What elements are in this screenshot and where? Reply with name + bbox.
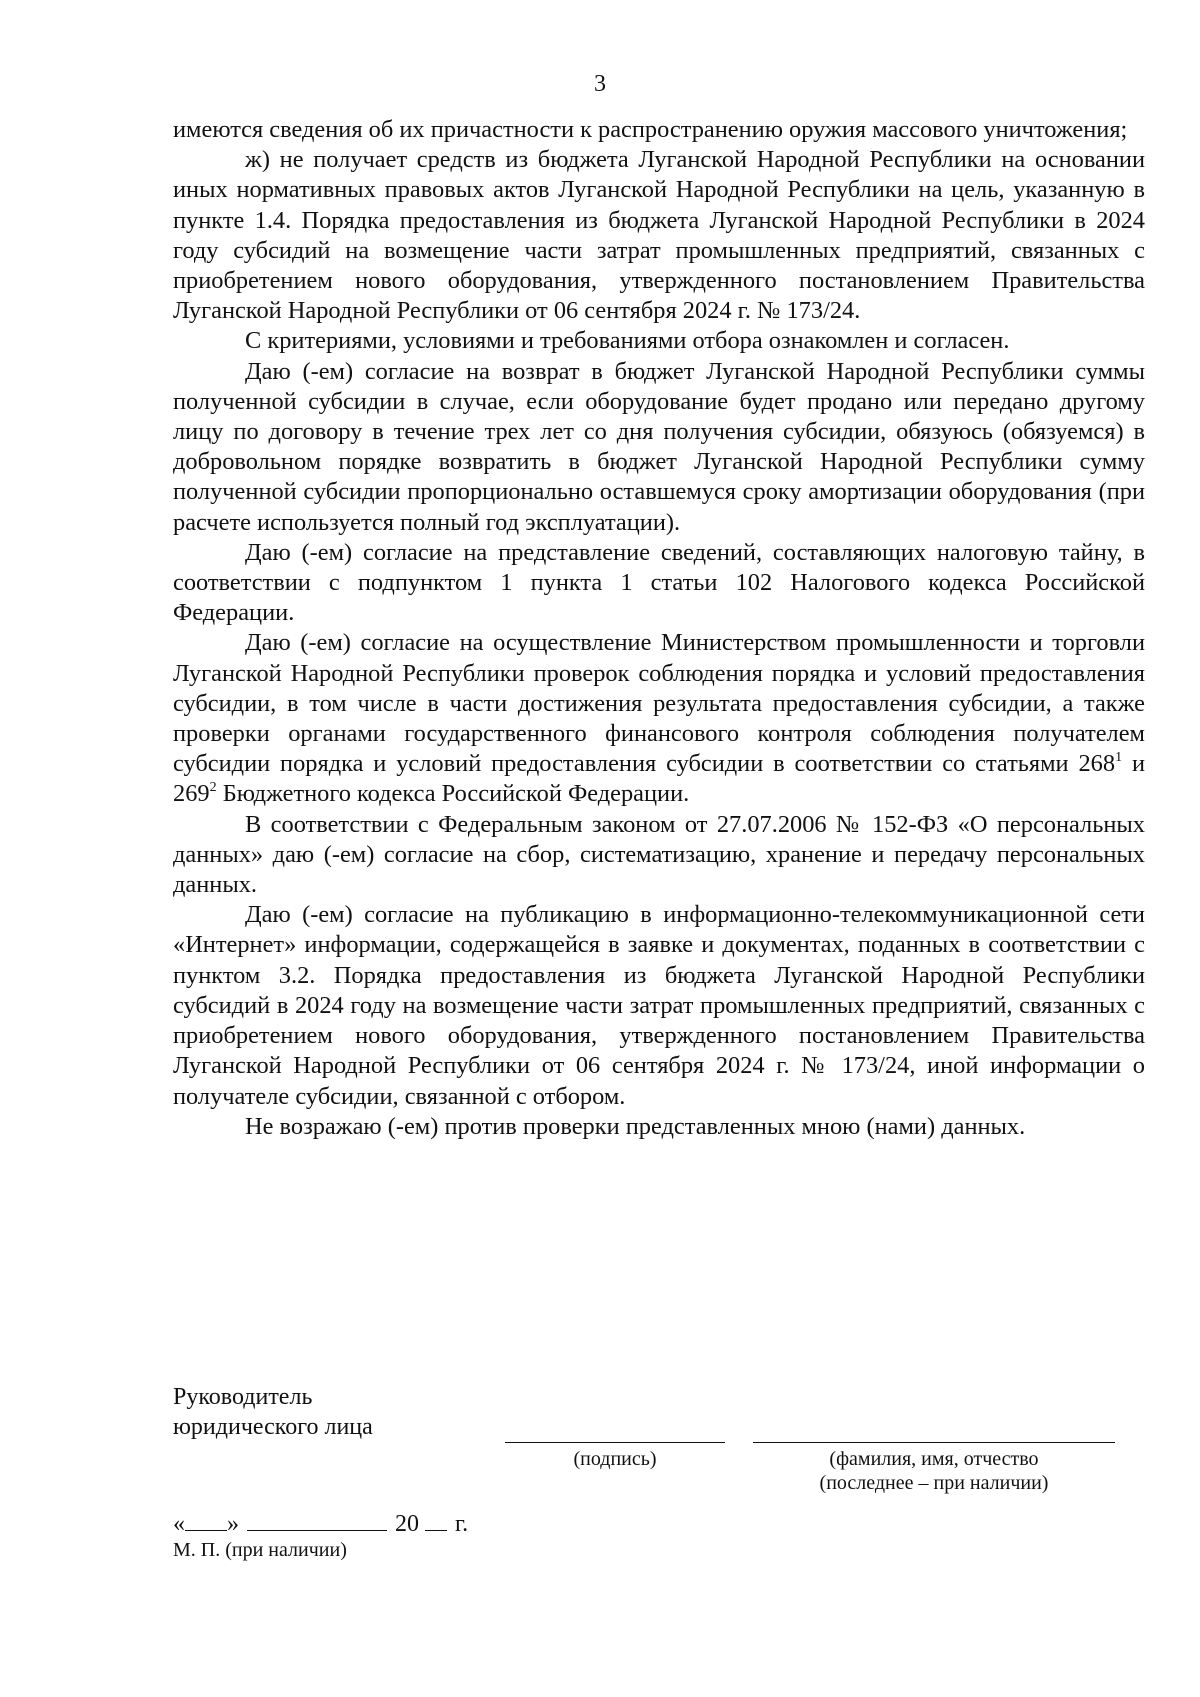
date-day-blank[interactable] (185, 1506, 227, 1531)
paragraph-weapons-continuation: имеются сведения об их причастности к распространению оружия массового уничтожения; (173, 116, 1128, 143)
paragraph-criteria-agreement: С критериями, условиями и требованиями отбора ознакомлен и согласен. (245, 327, 1010, 355)
signatory-role-line1: Руководитель (173, 1384, 313, 1410)
article-268-superscript: 1 (1115, 750, 1123, 766)
paragraph-inspection-consent (173, 628, 1145, 809)
date-month-blank[interactable] (247, 1506, 387, 1531)
full-name-caption-line2: (последнее – при наличии) (819, 1472, 1049, 1494)
article-269-superscript: 2 (209, 780, 217, 796)
full-name-line[interactable] (753, 1442, 1115, 1443)
document-body (173, 115, 1145, 1142)
paragraph-publication-consent: Даю (-ем) согласие на публикацию в информационно-телекоммуникационной сети «Интернет» информации, содержащейся в заявке и документах, поданных в соответствии с пунктом 3.2. Порядка предоставления из бюджета Луганской Народной Республики субсидий в 2024 году на возмещение части затрат промышленных предприятий, связанных с приобретением нового оборудования, утвержденного постановлением Правительства Луганской Народной Республики от 06 сентября 2024 г. № 173/24, иной информации о получателе субсидии, связанной с отбором. (173, 901, 1145, 1110)
inspection-text-middle: и 269 (173, 750, 1145, 808)
inspection-text-after: Бюджетного кодекса Российской Федерации. (216, 780, 690, 808)
paragraph-tax-secret-consent: Даю (-ем) согласие на представление сведений, составляющих налоговую тайну, в соответствии с подпунктом 1 пункта 1 статьи 102 Налогового кодекса Российской Федерации. (173, 538, 1145, 627)
paragraph-personal-data-consent: В соответствии с Федеральным законом от 27.07.2006 № 152-ФЗ «О персональных данных» даю (-ем) согласие на сбор, систематизацию, хранение и передачу персональных данных. (173, 810, 1145, 899)
date-open-quote: « (173, 1511, 185, 1537)
date-row (173, 1506, 468, 1539)
signature-block (173, 1382, 1145, 1572)
stamp-note: М. П. (при наличии) (173, 1539, 347, 1561)
full-name-caption-line1: (фамилия, имя, отчество (829, 1448, 1039, 1470)
date-close-quote: » (227, 1511, 239, 1537)
signatory-role-line2: юридического лица (173, 1414, 373, 1440)
paragraph-refund-consent: Даю (-ем) согласие на возврат в бюджет Луганской Народной Республики суммы полученной субсидии в случае, если оборудование будет продано или передано другому лицу по договору в течение трех лет со дня получения субсидии, обязуюсь (обязуемся) в добровольном порядке возвратить в бюджет Луганской Народной Республики сумму полученной субсидии пропорционально оставшемуся сроку амортизации оборудования (при расчете используется полный год эксплуатации). (173, 357, 1145, 536)
page-number: 3 (594, 71, 606, 97)
signatory-role (173, 1382, 373, 1442)
full-name-caption (753, 1447, 1115, 1495)
date-year-prefix: 20 (395, 1511, 419, 1537)
paragraph-no-objection: Не возражаю (-ем) против проверки представленных мною (нами) данных. (245, 1112, 1026, 1140)
paragraph-budget-funds: ж) не получает средств из бюджета Луганской Народной Республики на основании иных нормативных правовых актов Луганской Народной Республики на цель, указанную в пункте 1.4. Порядка предоставления из бюджета Луганской Народной Республики в 2024 году субсидий на возмещение части затрат промышленных предприятий, связанных с приобретением нового оборудования, утвержденного постановлением Правительства Луганской Народной Республики от 06 сентября 2024 г. № 173/24. (173, 146, 1145, 325)
inspection-text-before: Даю (-ем) согласие на осуществление Министерством промышленности и торговли Луганской Народной Республики проверок соблюдения порядка и условий предоставления субсидии, в том числе в части достижения результата предоставления субсидии, а также проверки органами государственного финансового контроля соблюдения получателем субсидии порядка и условий предоставления субсидии в соответствии со статьями 268 (173, 629, 1145, 778)
signature-caption: (подпись) (573, 1448, 657, 1470)
date-year-blank[interactable] (425, 1506, 447, 1531)
signature-line[interactable] (505, 1442, 725, 1443)
date-year-suffix: г. (455, 1511, 469, 1537)
